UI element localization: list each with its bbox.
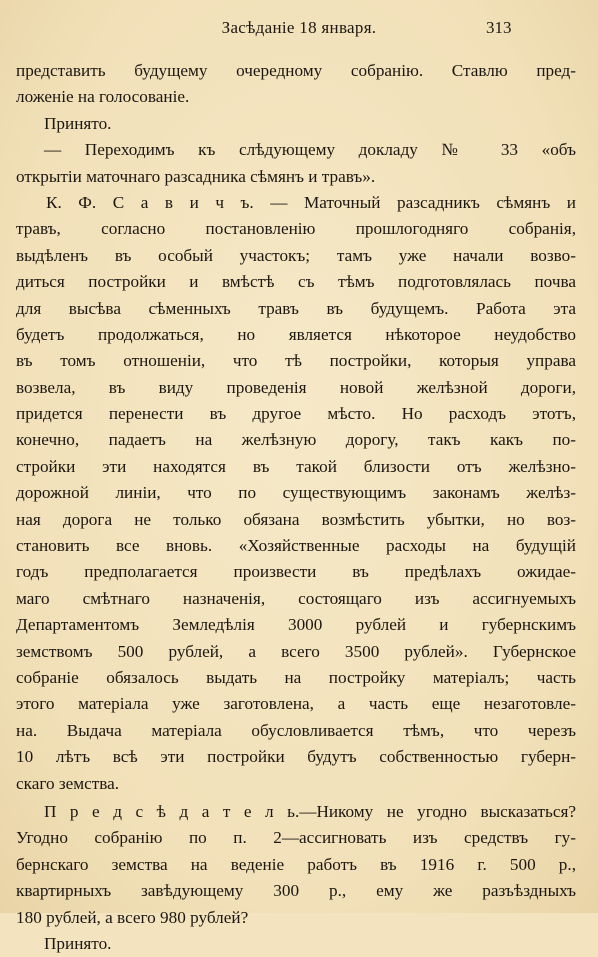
text-line: П р е д с ѣ д а т е л ь.—Никому не угодно высказаться? — [44, 801, 576, 821]
running-head-title: Засѣданіе 18 января. — [221, 18, 377, 37]
text-line: будетъ продолжаться, но является нѣкоторое неудобство — [16, 324, 576, 344]
text-line: на. Выдача матеріала обусловливается тѣмъ, что черезъ — [16, 720, 576, 740]
text-line: представить будущему очередному собранію. Ставлю пред- — [16, 61, 576, 80]
text-line: ложеніе на голосованіе. — [16, 87, 190, 107]
text-line: Угодно собранію по п. 2—ассигновать изъ средствъ гу- — [16, 828, 576, 848]
text-line: Принято. — [44, 113, 112, 133]
text-line: — Переходимъ къ слѣдующему докладу № 33 «объ — [44, 140, 576, 160]
text-line: выдѣленъ въ особый участокъ; тамъ уже начали возво- — [16, 245, 576, 265]
text-line: Департаментомъ Земледѣлія 3000 рублей и губернскимъ — [16, 615, 576, 635]
text-line: бернскаго земства на веденіе работъ въ 1916 г. 500 р., — [16, 854, 576, 874]
text-line: открытіи маточнаго разсадника сѣмянъ и травъ». — [16, 166, 376, 186]
body-text — [16, 58, 576, 957]
text-line: маго смѣтнаго назначенія, состоящаго изъ ассигнуемыхъ — [16, 588, 576, 608]
text-line: Принято. — [44, 933, 112, 953]
text-line: дорожной линіи, что по существующимъ законамъ желѣз- — [16, 483, 576, 503]
text-line: К. Ф. С а в и ч ъ. — Маточный разсадникъ сѣмянъ и — [46, 192, 576, 212]
text-line: возвела, въ виду проведенія новой желѣзной дороги, — [16, 377, 576, 397]
text-line: 10 лѣтъ всѣ эти постройки будутъ собственностью губерн- — [16, 747, 576, 767]
text-line: собраніе обязалось выдать на постройку матеріалъ; часть — [16, 667, 576, 687]
page-number: 313 — [486, 18, 512, 37]
text-line: для высѣва сѣменныхъ травъ въ будущемъ. Работа эта — [16, 298, 576, 318]
text-line: становить все вновь. «Хозяйственные расходы на будущій — [16, 536, 576, 556]
text-line: стройки эти находятся въ такой близости отъ желѣзно- — [16, 456, 576, 476]
text-line: придется перенести въ другое мѣсто. Но расходъ этотъ, — [16, 404, 576, 424]
text-line: этого матеріала уже заготовлена, а часть еще незаготовле- — [16, 694, 576, 714]
text-line: скаго земства. — [16, 773, 120, 793]
text-line: 180 рублей, а всего 980 рублей? — [16, 907, 249, 927]
text-line: годъ предполагается произвести въ предѣлахъ ожидае- — [16, 562, 576, 582]
running-head — [0, 14, 598, 44]
text-line: земствомъ 500 рублей, а всего 3500 рублей». Губернское — [16, 641, 576, 661]
text-line: ная дорога не только обязана возмѣстить убытки, но воз- — [16, 509, 576, 529]
text-line: въ томъ отношеніи, что тѣ постройки, которыя управа — [16, 351, 576, 371]
text-line: квартирныхъ завѣдующему 300 р., ему же разъѣздныхъ — [16, 881, 576, 901]
text-line: травъ, согласно постановленію прошлогодняго собранія, — [16, 219, 576, 239]
text-line: диться постройки и вмѣстѣ съ тѣмъ подготовлялась почва — [16, 272, 576, 292]
text-line: конечно, падаетъ на желѣзную дорогу, такъ какъ по- — [16, 430, 576, 450]
